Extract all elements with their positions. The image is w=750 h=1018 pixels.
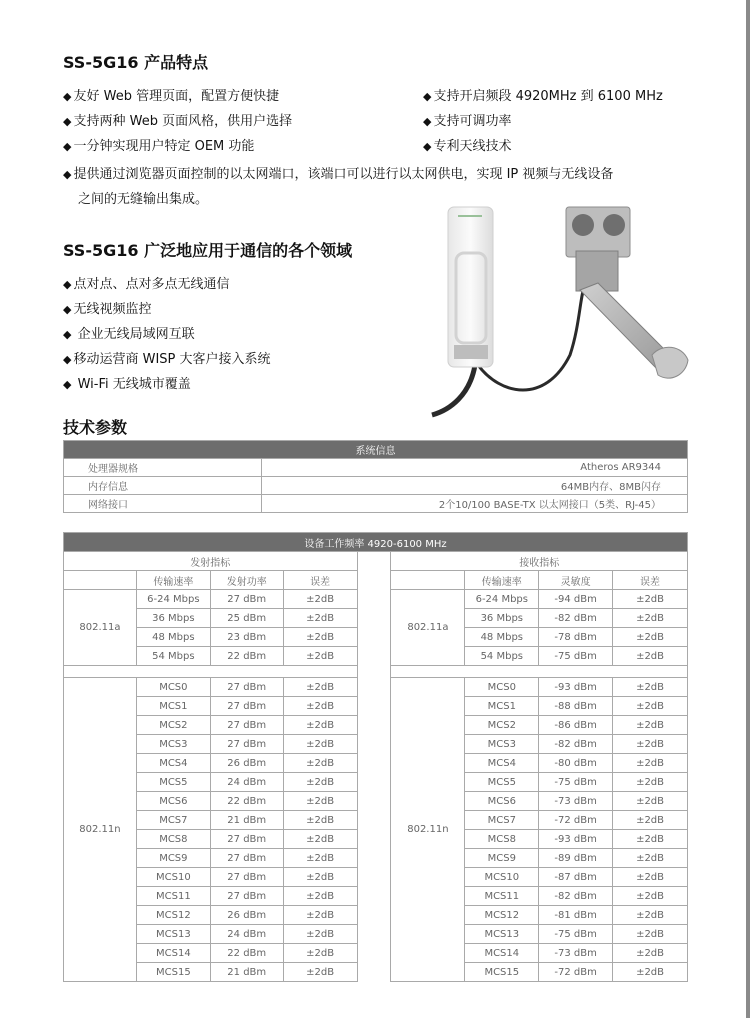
rx-sensitivity-cell: -73 dBm	[539, 792, 613, 811]
rx-sensitivity-cell: -80 dBm	[539, 754, 613, 773]
rx-sensitivity-cell: -73 dBm	[539, 944, 613, 963]
cable	[478, 285, 585, 390]
rx-sensitivity-cell: -93 dBm	[539, 830, 613, 849]
bracket-hole	[603, 214, 625, 236]
spec-label: 处理器规格	[64, 459, 262, 477]
rx-error-cell: ±2dB	[613, 887, 688, 906]
table-row	[64, 495, 688, 513]
tx-power-cell: 27 dBm	[210, 868, 283, 887]
rx-error-cell: ±2dB	[613, 754, 688, 773]
tx-rate-cell: MCS1	[136, 697, 210, 716]
rx-sensitivity-cell: -82 dBm	[539, 609, 613, 628]
rx-sensitivity-cell: -72 dBm	[539, 963, 613, 982]
rx-rate-cell: MCS10	[465, 868, 539, 887]
rx-sensitivity-cell: -78 dBm	[539, 628, 613, 647]
col-header: 误差	[283, 571, 357, 590]
diamond-bullet-icon: ◆	[63, 378, 72, 391]
rx-sensitivity-cell: -93 dBm	[539, 678, 613, 697]
rx-error-cell: ±2dB	[613, 868, 688, 887]
features-title: SS-5G16 产品特点	[63, 53, 209, 72]
rx-sensitivity-cell: -86 dBm	[539, 716, 613, 735]
rx-rate-cell: MCS6	[465, 792, 539, 811]
rx-error-cell: ±2dB	[613, 792, 688, 811]
diamond-bullet-icon: ◆	[63, 353, 72, 366]
feature-item: ◆ 支持可调功率	[423, 114, 512, 129]
gap	[357, 678, 391, 982]
radio-spec-table	[63, 532, 688, 982]
tx-power-cell: 27 dBm	[210, 849, 283, 868]
rx-sensitivity-cell: -72 dBm	[539, 811, 613, 830]
tx-error-cell: ±2dB	[283, 849, 357, 868]
tx-rate-cell: MCS6	[136, 792, 210, 811]
page-edge-bar	[746, 0, 750, 1018]
feature-item: ◆ 友好 Web 管理页面，配置方便快捷	[63, 89, 280, 104]
rx-error-cell: ±2dB	[613, 647, 688, 666]
radio-header: 设备工作频率 4920-6100 MHz	[64, 533, 688, 552]
mode-label: 802.11a	[391, 590, 465, 666]
rx-rate-cell: MCS4	[465, 754, 539, 773]
tx-power-cell: 24 dBm	[210, 773, 283, 792]
rx-sensitivity-cell: -75 dBm	[539, 925, 613, 944]
blank-cell	[64, 571, 137, 590]
rx-error-cell: ±2dB	[613, 944, 688, 963]
rx-sensitivity-cell: -82 dBm	[539, 735, 613, 754]
rx-error-cell: ±2dB	[613, 609, 688, 628]
rx-rate-cell: MCS14	[465, 944, 539, 963]
tx-rate-cell: MCS2	[136, 716, 210, 735]
gap	[357, 571, 391, 590]
rx-title: 接收指标	[391, 552, 688, 571]
tx-rate-cell: MCS11	[136, 887, 210, 906]
rx-sensitivity-cell: -88 dBm	[539, 697, 613, 716]
rx-rate-cell: MCS2	[465, 716, 539, 735]
tx-error-cell: ±2dB	[283, 830, 357, 849]
tx-error-cell: ±2dB	[283, 697, 357, 716]
tx-rate-cell: MCS12	[136, 906, 210, 925]
tx-error-cell: ±2dB	[283, 773, 357, 792]
tx-power-cell: 23 dBm	[210, 628, 283, 647]
diamond-bullet-icon: ◆	[63, 115, 72, 128]
diamond-bullet-icon: ◆	[63, 90, 72, 103]
product-photo	[430, 205, 690, 420]
tx-error-cell: ±2dB	[283, 944, 357, 963]
tx-rate-cell: 48 Mbps	[136, 628, 210, 647]
tx-power-cell: 27 dBm	[210, 716, 283, 735]
rx-rate-cell: MCS15	[465, 963, 539, 982]
tx-power-cell: 27 dBm	[210, 697, 283, 716]
tx-error-cell: ±2dB	[283, 678, 357, 697]
tx-power-cell: 27 dBm	[210, 678, 283, 697]
tx-power-cell: 24 dBm	[210, 925, 283, 944]
rx-error-cell: ±2dB	[613, 590, 688, 609]
tx-error-cell: ±2dB	[283, 628, 357, 647]
system-info-table	[63, 440, 688, 513]
tx-rate-cell: MCS9	[136, 849, 210, 868]
table-row	[64, 477, 688, 495]
table-row	[64, 459, 688, 477]
diamond-bullet-icon: ◆	[63, 168, 72, 181]
rx-sensitivity-cell: -87 dBm	[539, 868, 613, 887]
col-header: 误差	[613, 571, 688, 590]
tx-rate-cell: MCS15	[136, 963, 210, 982]
application-item: ◆ 企业无线局域网互联	[63, 327, 195, 342]
feature-item-long-cont: 之间的无缝输出集成。	[78, 192, 209, 207]
rx-rate-cell: MCS3	[465, 735, 539, 754]
rx-sensitivity-cell: -81 dBm	[539, 906, 613, 925]
tx-power-cell: 27 dBm	[210, 830, 283, 849]
tx-rate-cell: MCS4	[136, 754, 210, 773]
diamond-bullet-icon: ◆	[423, 140, 432, 153]
tx-power-cell: 27 dBm	[210, 887, 283, 906]
blank-cell	[391, 571, 465, 590]
tx-title: 发射指标	[64, 552, 358, 571]
feature-item: ◆ 专利天线技术	[423, 139, 512, 154]
tx-error-cell: ±2dB	[283, 590, 357, 609]
diamond-bullet-icon: ◆	[63, 278, 72, 291]
rx-rate-cell: MCS11	[465, 887, 539, 906]
tx-rate-cell: 54 Mbps	[136, 647, 210, 666]
rx-error-cell: ±2dB	[613, 963, 688, 982]
diamond-bullet-icon: ◆	[423, 90, 432, 103]
col-header: 传输速率	[136, 571, 210, 590]
rx-rate-cell: 54 Mbps	[465, 647, 539, 666]
tx-error-cell: ±2dB	[283, 963, 357, 982]
spec-label: 内存信息	[64, 477, 262, 495]
table-row	[64, 678, 688, 697]
tx-power-cell: 27 dBm	[210, 590, 283, 609]
gap	[357, 666, 391, 678]
rx-error-cell: ±2dB	[613, 811, 688, 830]
rx-rate-cell: MCS9	[465, 849, 539, 868]
rx-error-cell: ±2dB	[613, 925, 688, 944]
spec-label: 网络接口	[64, 495, 262, 513]
rx-error-cell: ±2dB	[613, 628, 688, 647]
tx-error-cell: ±2dB	[283, 925, 357, 944]
tx-power-cell: 22 dBm	[210, 944, 283, 963]
tx-rate-cell: MCS3	[136, 735, 210, 754]
tx-power-cell: 25 dBm	[210, 609, 283, 628]
led-row	[458, 215, 482, 217]
rx-sensitivity-cell: -89 dBm	[539, 849, 613, 868]
rx-rate-cell: 36 Mbps	[465, 609, 539, 628]
tx-power-cell: 27 dBm	[210, 735, 283, 754]
rx-rate-cell: MCS5	[465, 773, 539, 792]
rx-error-cell: ±2dB	[613, 678, 688, 697]
tx-error-cell: ±2dB	[283, 735, 357, 754]
tx-power-cell: 22 dBm	[210, 792, 283, 811]
col-header: 发射功率	[210, 571, 283, 590]
diamond-bullet-icon: ◆	[63, 328, 72, 341]
rx-sensitivity-cell: -94 dBm	[539, 590, 613, 609]
rx-error-cell: ±2dB	[613, 716, 688, 735]
tx-rate-cell: 36 Mbps	[136, 609, 210, 628]
tx-error-cell: ±2dB	[283, 887, 357, 906]
diamond-bullet-icon: ◆	[63, 140, 72, 153]
port-cover	[454, 345, 488, 359]
system-info-header: 系统信息	[64, 441, 688, 459]
rx-rate-cell: MCS12	[465, 906, 539, 925]
rx-error-cell: ±2dB	[613, 906, 688, 925]
spec-value: 64MB内存、8MB闪存	[262, 477, 688, 495]
rx-sensitivity-cell: -82 dBm	[539, 887, 613, 906]
tx-rate-cell: MCS5	[136, 773, 210, 792]
rx-rate-cell: MCS0	[465, 678, 539, 697]
col-header: 传输速率	[465, 571, 539, 590]
cable	[432, 365, 475, 415]
rx-rate-cell: MCS8	[465, 830, 539, 849]
tx-error-cell: ±2dB	[283, 811, 357, 830]
tx-rate-cell: MCS10	[136, 868, 210, 887]
rx-rate-cell: 48 Mbps	[465, 628, 539, 647]
gap	[357, 590, 391, 666]
rx-rate-cell: MCS7	[465, 811, 539, 830]
tx-rate-cell: 6-24 Mbps	[136, 590, 210, 609]
diamond-bullet-icon: ◆	[63, 303, 72, 316]
rx-error-cell: ±2dB	[613, 735, 688, 754]
feature-item: ◆ 一分钟实现用户特定 OEM 功能	[63, 139, 255, 154]
tx-error-cell: ±2dB	[283, 792, 357, 811]
applications-title: SS-5G16 广泛地应用于通信的各个领域	[63, 241, 353, 260]
rx-error-cell: ±2dB	[613, 830, 688, 849]
tx-error-cell: ±2dB	[283, 609, 357, 628]
tx-error-cell: ±2dB	[283, 754, 357, 773]
tx-power-cell: 26 dBm	[210, 906, 283, 925]
rx-rate-cell: 6-24 Mbps	[465, 590, 539, 609]
mount-clamp	[652, 347, 688, 378]
rx-rate-cell: MCS13	[465, 925, 539, 944]
application-item: ◆ Wi-Fi 无线城市覆盖	[63, 377, 191, 392]
tx-power-cell: 21 dBm	[210, 963, 283, 982]
rx-sensitivity-cell: -75 dBm	[539, 647, 613, 666]
rx-error-cell: ±2dB	[613, 773, 688, 792]
spec-value: 2个10/100 BASE-TX 以太网接口（5类、RJ-45）	[262, 495, 688, 513]
mode-label: 802.11n	[391, 678, 465, 982]
rx-error-cell: ±2dB	[613, 849, 688, 868]
feature-item: ◆ 支持开启频段 4920MHz 到 6100 MHz	[423, 89, 663, 104]
spacer-cell	[391, 666, 688, 678]
application-item: ◆ 点对点、点对多点无线通信	[63, 277, 230, 292]
feature-item: ◆ 支持两种 Web 页面风格，供用户选择	[63, 114, 293, 129]
tx-rate-cell: MCS14	[136, 944, 210, 963]
spacer-cell	[64, 666, 358, 678]
tx-error-cell: ±2dB	[283, 868, 357, 887]
tx-rate-cell: MCS8	[136, 830, 210, 849]
rx-sensitivity-cell: -75 dBm	[539, 773, 613, 792]
feature-item-long: ◆ 提供通过浏览器页面控制的以太网端口，该端口可以进行以太网供电，实现 IP 视频与无线设备	[63, 167, 614, 182]
gap	[357, 552, 391, 571]
application-item: ◆ 无线视频监控	[63, 302, 152, 317]
diamond-bullet-icon: ◆	[423, 115, 432, 128]
tx-rate-cell: MCS13	[136, 925, 210, 944]
tx-power-cell: 22 dBm	[210, 647, 283, 666]
tx-power-cell: 26 dBm	[210, 754, 283, 773]
tx-error-cell: ±2dB	[283, 716, 357, 735]
tx-rate-cell: MCS7	[136, 811, 210, 830]
tx-error-cell: ±2dB	[283, 647, 357, 666]
tx-error-cell: ±2dB	[283, 906, 357, 925]
mode-label: 802.11n	[64, 678, 137, 982]
spec-value: Atheros AR9344	[262, 459, 688, 477]
table-row	[64, 590, 688, 609]
application-item: ◆ 移动运营商 WISP 大客户接入系统	[63, 352, 271, 367]
specs-title: 技术参数	[63, 418, 128, 437]
rx-rate-cell: MCS1	[465, 697, 539, 716]
col-header: 灵敏度	[539, 571, 613, 590]
tx-power-cell: 21 dBm	[210, 811, 283, 830]
rx-error-cell: ±2dB	[613, 697, 688, 716]
mode-label: 802.11a	[64, 590, 137, 666]
tx-rate-cell: MCS0	[136, 678, 210, 697]
bracket-hole	[572, 214, 594, 236]
